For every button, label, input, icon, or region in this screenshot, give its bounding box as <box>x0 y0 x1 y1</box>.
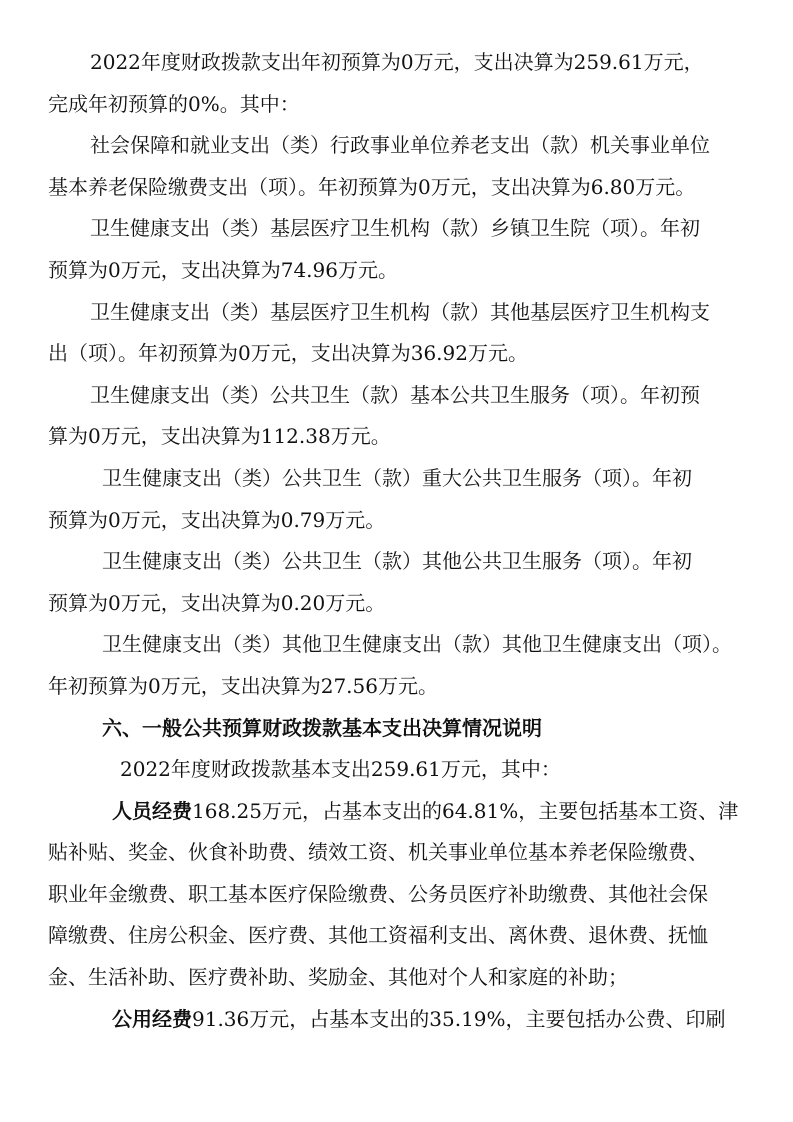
text-line: 职业年金缴费、职工基本医疗保险缴费、公务员医疗补助缴费、其他社会保 <box>48 881 708 906</box>
text-line: 卫生健康支出（类）公共卫生（款）其他公共卫生服务（项）。年初 <box>102 549 692 574</box>
text-line: 预算为0万元，支出决算为0.20万元。 <box>48 590 386 615</box>
text-line: 基本养老保险缴费支出（项）。年初预算为0万元，支出决算为6.80万元。 <box>48 174 696 199</box>
personnel-label: 人员经费 <box>112 798 192 823</box>
text-line: 预算为0万元，支出决算为0.79万元。 <box>48 507 386 532</box>
text-line: 卫生健康支出（类）公共卫生（款）基本公共卫生服务（项）。年初预 <box>90 382 700 407</box>
text-line: 社会保障和就业支出（类）行政事业单位养老支出（款）机关事业单位 <box>90 133 710 158</box>
text-line: 金、生活补助、医疗费补助、奖励金、其他对个人和家庭的补助； <box>48 965 628 990</box>
text-line: 年初预算为0万元，支出决算为27.56万元。 <box>48 673 438 698</box>
text-line: 卫生健康支出（类）基层医疗卫生机构（款）乡镇卫生院（项）。年初 <box>90 216 700 241</box>
text-line: 预算为0万元，支出决算为74.96万元。 <box>48 257 398 282</box>
text-line: 算为0万元，支出决算为112.38万元。 <box>48 424 391 449</box>
text-line: 卫生健康支出（类）其他卫生健康支出（款）其他卫生健康支出（项）。 <box>102 632 732 657</box>
text-line: 完成年初预算的0%。其中： <box>48 91 300 116</box>
text-line: 卫生健康支出（类）公共卫生（款）重大公共卫生服务（项）。年初 <box>102 465 692 490</box>
public-label: 公用经费 <box>112 1006 192 1031</box>
text-line: 出（项）。年初预算为0万元，支出决算为36.92万元。 <box>48 341 528 366</box>
personnel-rest: 占基本支出的64.81%，主要包括基本工资、津 <box>321 798 739 823</box>
section-heading: 六、一般公共预算财政拨款基本支出决算情况说明 <box>102 715 542 740</box>
basic-total-line: 2022年度财政拨款基本支出259.61万元，其中： <box>120 757 561 782</box>
text-line: 贴补贴、奖金、伙食补助费、绩效工资、机关事业单位基本养老保险缴费、 <box>48 840 708 865</box>
public-rest: 占基本支出的35.19%，主要包括办公费、印刷 <box>309 1006 726 1031</box>
personnel-line <box>48 791 752 833</box>
public-line <box>48 999 752 1041</box>
text-line: 卫生健康支出（类）基层医疗卫生机构（款）其他基层医疗卫生机构支 <box>90 299 710 324</box>
document-page <box>48 42 752 1040</box>
text-line: 障缴费、住房公积金、医疗费、其他工资福利支出、离休费、退休费、抚恤 <box>48 923 708 948</box>
public-amount: 91.36万元， <box>192 1006 310 1031</box>
text-line: 2022年度财政拨款支出年初预算为0万元，支出决算为259.61万元， <box>90 50 704 74</box>
personnel-amount: 168.25万元， <box>192 798 322 823</box>
